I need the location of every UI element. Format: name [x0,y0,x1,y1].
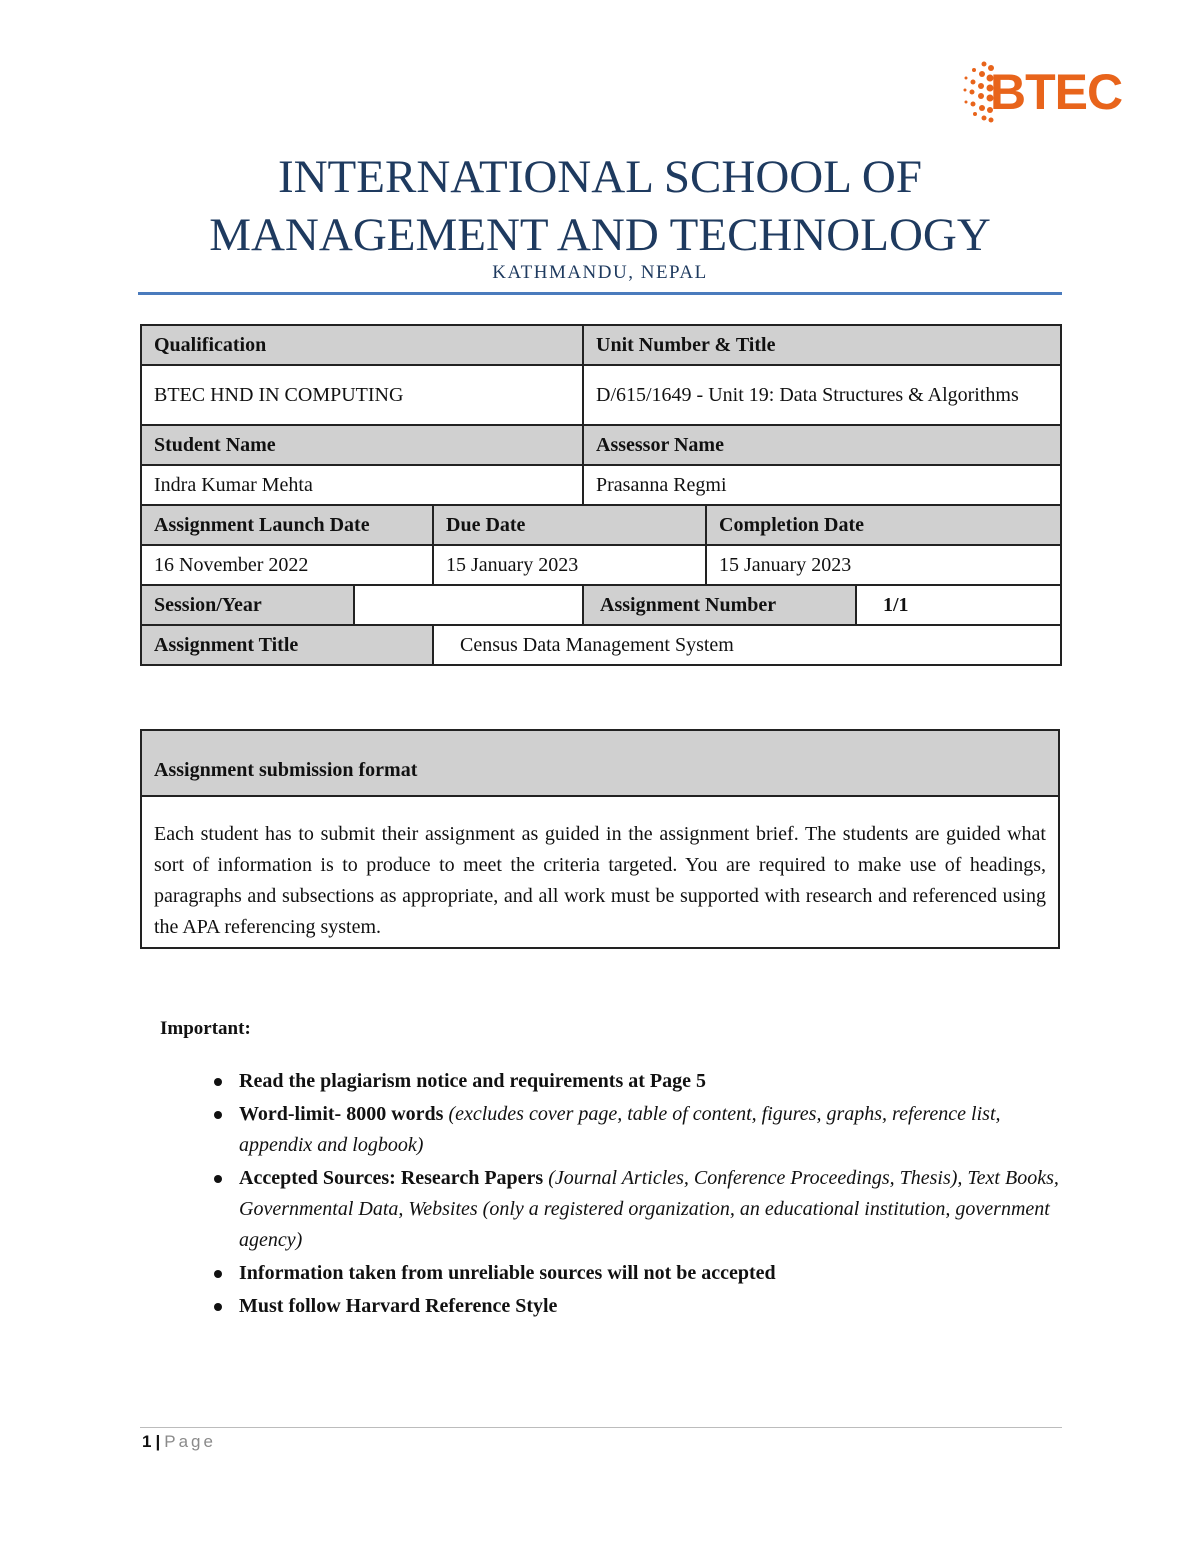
word-limit-detail: (excludes cover page, table of content, figures, graphs, reference list, appendix and logbook) [239,1103,1001,1156]
session-year-value [354,585,583,625]
session-year-label: Session/Year [141,585,354,625]
unit-label: Unit Number & Title [583,325,1061,365]
footer-divider [140,1427,1062,1428]
launch-date-value: 16 November 2022 [141,545,433,585]
completion-date-label: Completion Date [706,505,1061,545]
assignment-number-label: Assignment Number [583,585,856,625]
reference-style-note: Must follow Harvard Reference Style [239,1295,558,1317]
assessor-name-label: Assessor Name [583,425,1061,465]
page-footer [142,1432,216,1452]
plagiarism-note: Read the plagiarism notice and requirements at Page 5 [239,1070,707,1092]
assessor-name-value: Prasanna Regmi [583,465,1061,505]
assignment-number-value: 1/1 [856,585,1061,625]
completion-date-value: 15 January 2023 [706,545,1061,585]
list-item [200,1066,1060,1097]
assignment-title-label: Assignment Title [141,625,433,665]
unreliable-sources-note: Information taken from unreliable sources will not be accepted [239,1262,776,1284]
assignment-title-value: Census Data Management System [433,625,1061,665]
assignment-info-table [140,324,1062,666]
list-item [200,1291,1060,1322]
list-item [200,1258,1060,1289]
submission-format-body: Each student has to submit their assignment as guided in the assignment brief. The students are guided what sort of information is to produce to meet the criteria targeted. You are required to make use of headings, paragraphs and subsections as appropriate, and all work must be supported with research and referenced using the APA referencing system. [154,823,1046,938]
list-item [200,1163,1060,1256]
word-limit-note: Word-limit- 8000 words [239,1103,444,1125]
page-word: Page [164,1432,216,1451]
due-date-value: 15 January 2023 [433,545,706,585]
submission-format-box [140,729,1060,949]
btec-logo-text: BTEC [990,64,1123,120]
important-label: Important: [160,1018,251,1039]
school-location: KATHMANDU, NEPAL [492,262,708,283]
qualification-label: Qualification [141,325,583,365]
submission-format-heading: Assignment submission format [142,731,1058,797]
accepted-sources-note: Accepted Sources: Research Papers [239,1167,544,1189]
btec-logo [960,58,1125,126]
important-notes-list [200,1066,1060,1324]
header-divider [138,292,1062,295]
launch-date-label: Assignment Launch Date [141,505,433,545]
qualification-value: BTEC HND IN COMPUTING [141,365,583,425]
student-name-label: Student Name [141,425,583,465]
unit-value: D/615/1649 - Unit 19: Data Structures & Algorithms [583,365,1061,425]
due-date-label: Due Date [433,505,706,545]
student-name-value: Indra Kumar Mehta [141,465,583,505]
footer-separator: | [155,1432,161,1451]
school-title: INTERNATIONAL SCHOOL OF MANAGEMENT AND TECHNOLOGY [209,151,991,261]
page-number: 1 [142,1432,152,1451]
list-item [200,1099,1060,1161]
accepted-sources-detail: (Journal Articles, Conference Proceedings, Thesis), Text Books, Governmental Data, Websites (only a registered organization, an educational institution, government agency) [239,1167,1059,1251]
